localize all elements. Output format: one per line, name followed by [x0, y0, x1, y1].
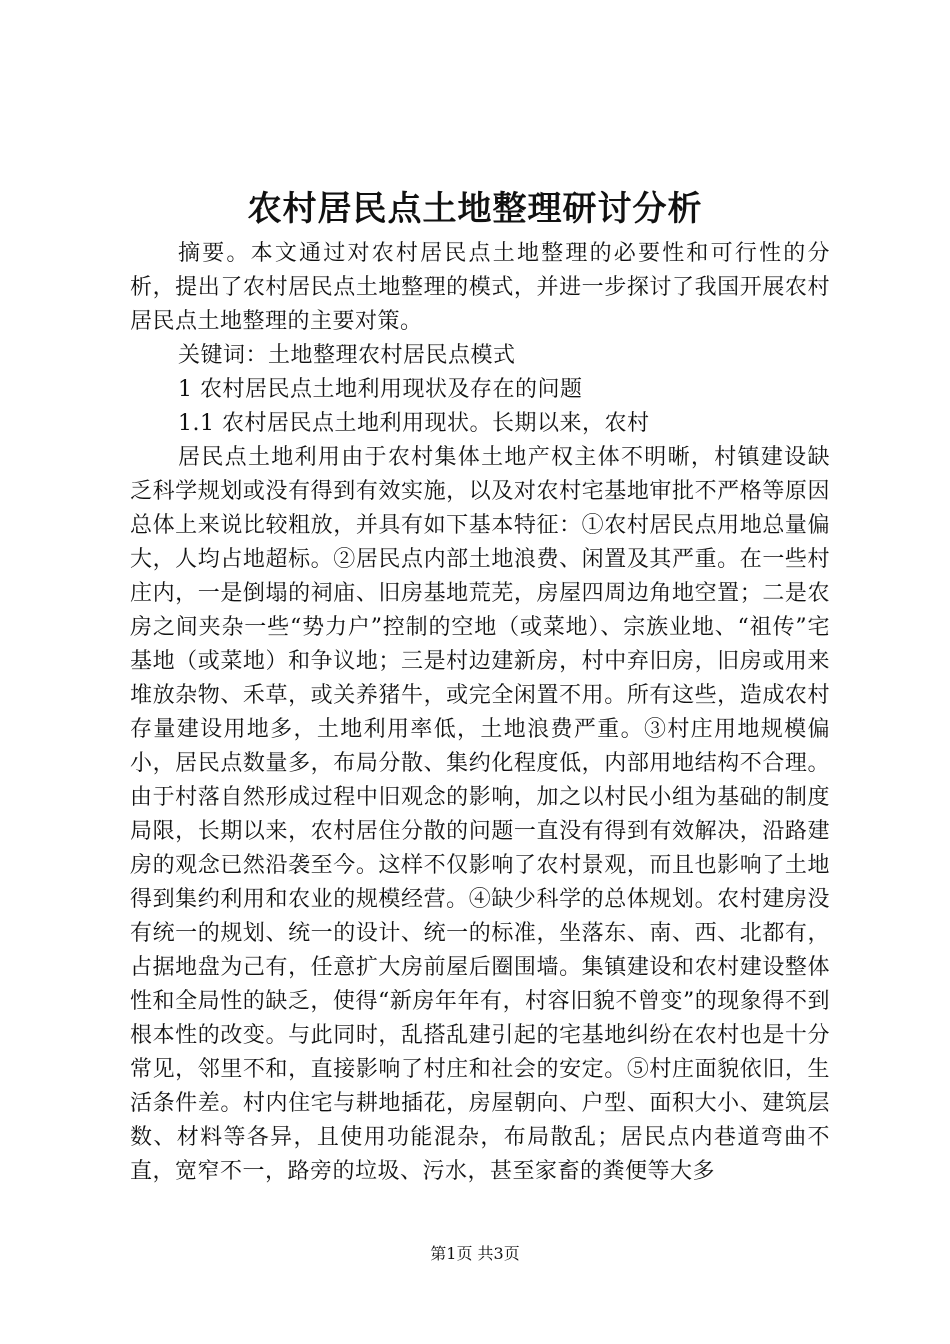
document-title: 农村居民点土地整理研讨分析	[247, 189, 703, 229]
subsection-heading: 1.1 农村居民点土地利用现状。长期以来，农村	[178, 411, 650, 436]
body-paragraph: 居民点土地利用由于农村集体土地产权主体不明晰，村镇建设缺乏科学规划或没有得到有效实施，以及对农村宅基地审批不严格等原因总体上来说比较粗放，并具有如下基本特征：①农村居民点用地总量偏大，人均占地超标。②居民点内部土地浪费、闲置及其严重。在一些村庄内，一是倒塌的祠庙、旧房基地荒芜，房屋四周边角地空置；二是农房之间夹杂一些“势力户”控制的空地（或菜地）、宗族业地、“祖传”宅基地（或菜地）和争议地；三是村边建新房，村中弃旧房，旧房或用来堆放杂物、禾草，或关养猪牛，或完全闲置不用。所有这些，造成农村存量建设用地多，土地利用率低，土地浪费严重。③村庄用地规模偏小，居民点数量多，布局分散、集约化程度低，内部用地结构不合理。由于村落自然形成过程中旧观念的影响，加之以村民小组为基础的制度局限，长期以来，农村居住分散的问题一直没有得到有效解决，沿路建房的观念已然沿袭至今。这样不仅影响了农村景观，而且也影响了土地得到集约利用和农业的规模经营。④缺少科学的总体规划。农村建房没有统一的规划、统一的设计、统一的标准，坐落东、南、西、北都有，占据地盘为己有，任意扩大房前屋后圈围墙。集镇建设和农村建设整体性和全局性的缺乏，使得“新房年年有，村容旧貌不曾变”的现象得不到根本性的改变。与此同时，乱搭乱建引起的宅基地纠纷在农村也是十分常见，邻里不和，直接影响了村庄和社会的安定。⑤村庄面貌依旧，生活条件差。村内住宅与耕地插花，房屋朝向、户型、面积大小、建筑层数、材料等各异，且使用功能混杂，布局散乱；居民点内巷道弯曲不直，宽窄不一，路旁的垃圾、污水，甚至家畜的粪便等大多	[130, 445, 830, 1184]
document-body	[130, 237, 830, 1189]
abstract-paragraph: 摘要。本文通过对农村居民点土地整理的必要性和可行性的分析，提出了农村居民点土地整理的模式，并进一步探讨了我国开展农村居民点土地整理的主要对策。	[130, 241, 830, 334]
keywords-paragraph: 关键词：土地整理农村居民点模式	[178, 343, 516, 368]
page-footer: 第1页 共3页	[430, 1244, 520, 1263]
section-heading: 1 农村居民点土地利用现状及存在的问题	[178, 377, 583, 402]
